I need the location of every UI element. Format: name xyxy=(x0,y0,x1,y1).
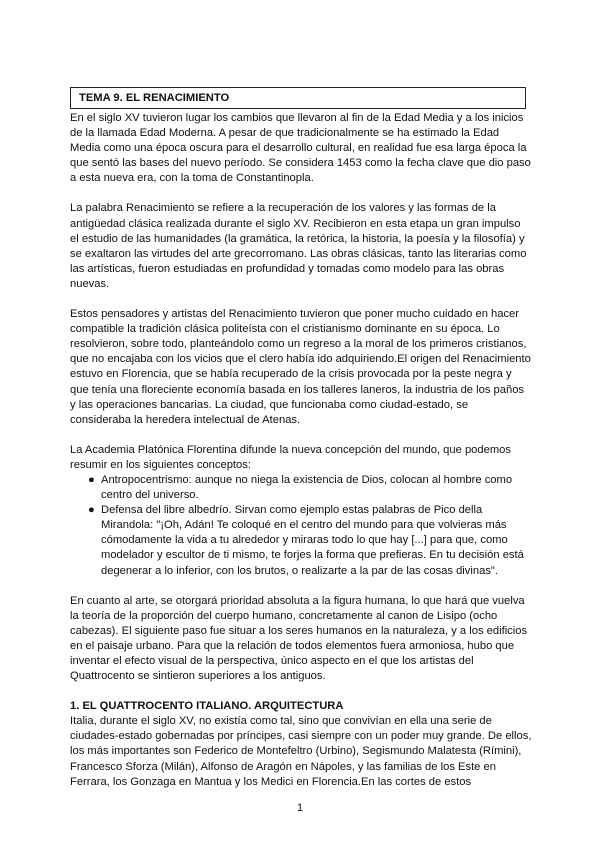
concept-text: Antropocentrismo: aunque no niega la existencia de Dios, colocan al hombre como centro del universo. xyxy=(101,473,513,502)
paragraph-pensadores: Estos pensadores y artistas del Renacimiento tuvieron que poner mucho cuidado en hacer compatible la tradición clásica politeísta con el cristianismo dominante en su época. Lo resolvieron, sobre todo, planteándolo como un regreso a la moral de los primeros cristianos, que no encajaba con los vicios que el clero había ido adquiriendo.El origen del Renacimiento estuvo en Florencia, que se había recuperado de la crisis provocada por la peste negra y que tenía una floreciente economía basada en los talleres laneros, la industria de los paños y las operaciones bancarias. La ciudad, que funcionaba como ciudad-estado, se consideraba la heredera intelectual de Atenas. xyxy=(70,308,531,426)
document-body xyxy=(70,111,532,790)
section-heading: 1. EL QUATTROCENTO ITALIANO. ARQUITECTURA xyxy=(70,700,344,713)
concepts-list xyxy=(70,473,532,579)
paragraph-italia: Italia, durante el siglo XV, no existía como tal, sino que convivían en ella una serie de ciudades-estado gobernadas por príncipes, casi siempre con un poder muy grande. De ellos, los más importantes son Federico de Montefeltro (Urbino), Segismundo Malatesta (Rímini), Francesco Sforza (Milán), Alfonso de Aragón en Nápoles, y las familias de los Este en Ferrara, los Gonzaga en Mantua y los Medici en Florencia.En las cortes de estos xyxy=(70,715,532,788)
list-item xyxy=(88,473,532,503)
page-number: 1 xyxy=(296,802,304,814)
paragraph-arte: En cuanto al arte, se otorgará prioridad absoluta a la figura humana, lo que hará que vuelva la teoría de la proporción del cuerpo humano, concretamente al canon de Lisipo (ocho cabezas). El siguiente paso fue situar a los seres humanos en la naturaleza, y a los edificios en el paisaje urbano. Para que la relación de todos elementos fuera armoniosa, hubo que inventar el efecto visual de la perspectiva, único aspecto en el que los artistas del Quattrocento se sintieron superiores a los antiguos. xyxy=(70,594,528,683)
bullet-icon: ● xyxy=(88,504,95,517)
paragraph-intro: En el siglo XV tuvieron lugar los cambios que llevaron al fin de la Edad Media y a los inicios de la llamada Edad Moderna. A pesar de que tradicionalmente se ha estimado la Edad Media como una época oscura para el desarrollo cultural, en realidad fue esa larga época la que sentó las bases del nuevo período. Se considera 1453 como la fecha clave que dio paso a esta nueva era, con la toma de Constantinopla. xyxy=(70,112,531,185)
list-item xyxy=(88,503,532,578)
concept-text: Defensa del libre albedrío. Sirvan como ejemplo estas palabras de Pico della Mirandola: "¡Oh, Adán! Te coloqué en el centro del mundo para que volvieras más cómodamente la vida a tu alrededor y miraras todo lo que hay [...] para que, como modelador y escultor de ti mismo, te forjes la forma que prefieras. En tu decisión está degenerar a lo inferior, con los brutos, o realizarte a la par de las cosas divinas". xyxy=(101,504,524,577)
paragraph-academia: La Academia Platónica Florentina difunde la nueva concepción del mundo, que podemos resumir en los siguientes conceptos: xyxy=(70,443,511,471)
paragraph-renacimiento: La palabra Renacimiento se refiere a la recuperación de los valores y las formas de la antigüedad clásica realizada durante el siglo XV. Recibieron en esta etapa un gran impulso el estudio de las humanidades (la gramática, la retórica, la historia, la poesía y la filosofía) y se exaltaron las virtudes del arte grecorromano. Las obras clásicas, tanto las literarias como las artísticas, fueron estudiadas en profundidad y tomadas como modelo para las obras nuevas. xyxy=(70,202,527,290)
bullet-icon: ● xyxy=(88,473,95,486)
chapter-title: TEMA 9. EL RENACIMIENTO xyxy=(70,87,526,109)
